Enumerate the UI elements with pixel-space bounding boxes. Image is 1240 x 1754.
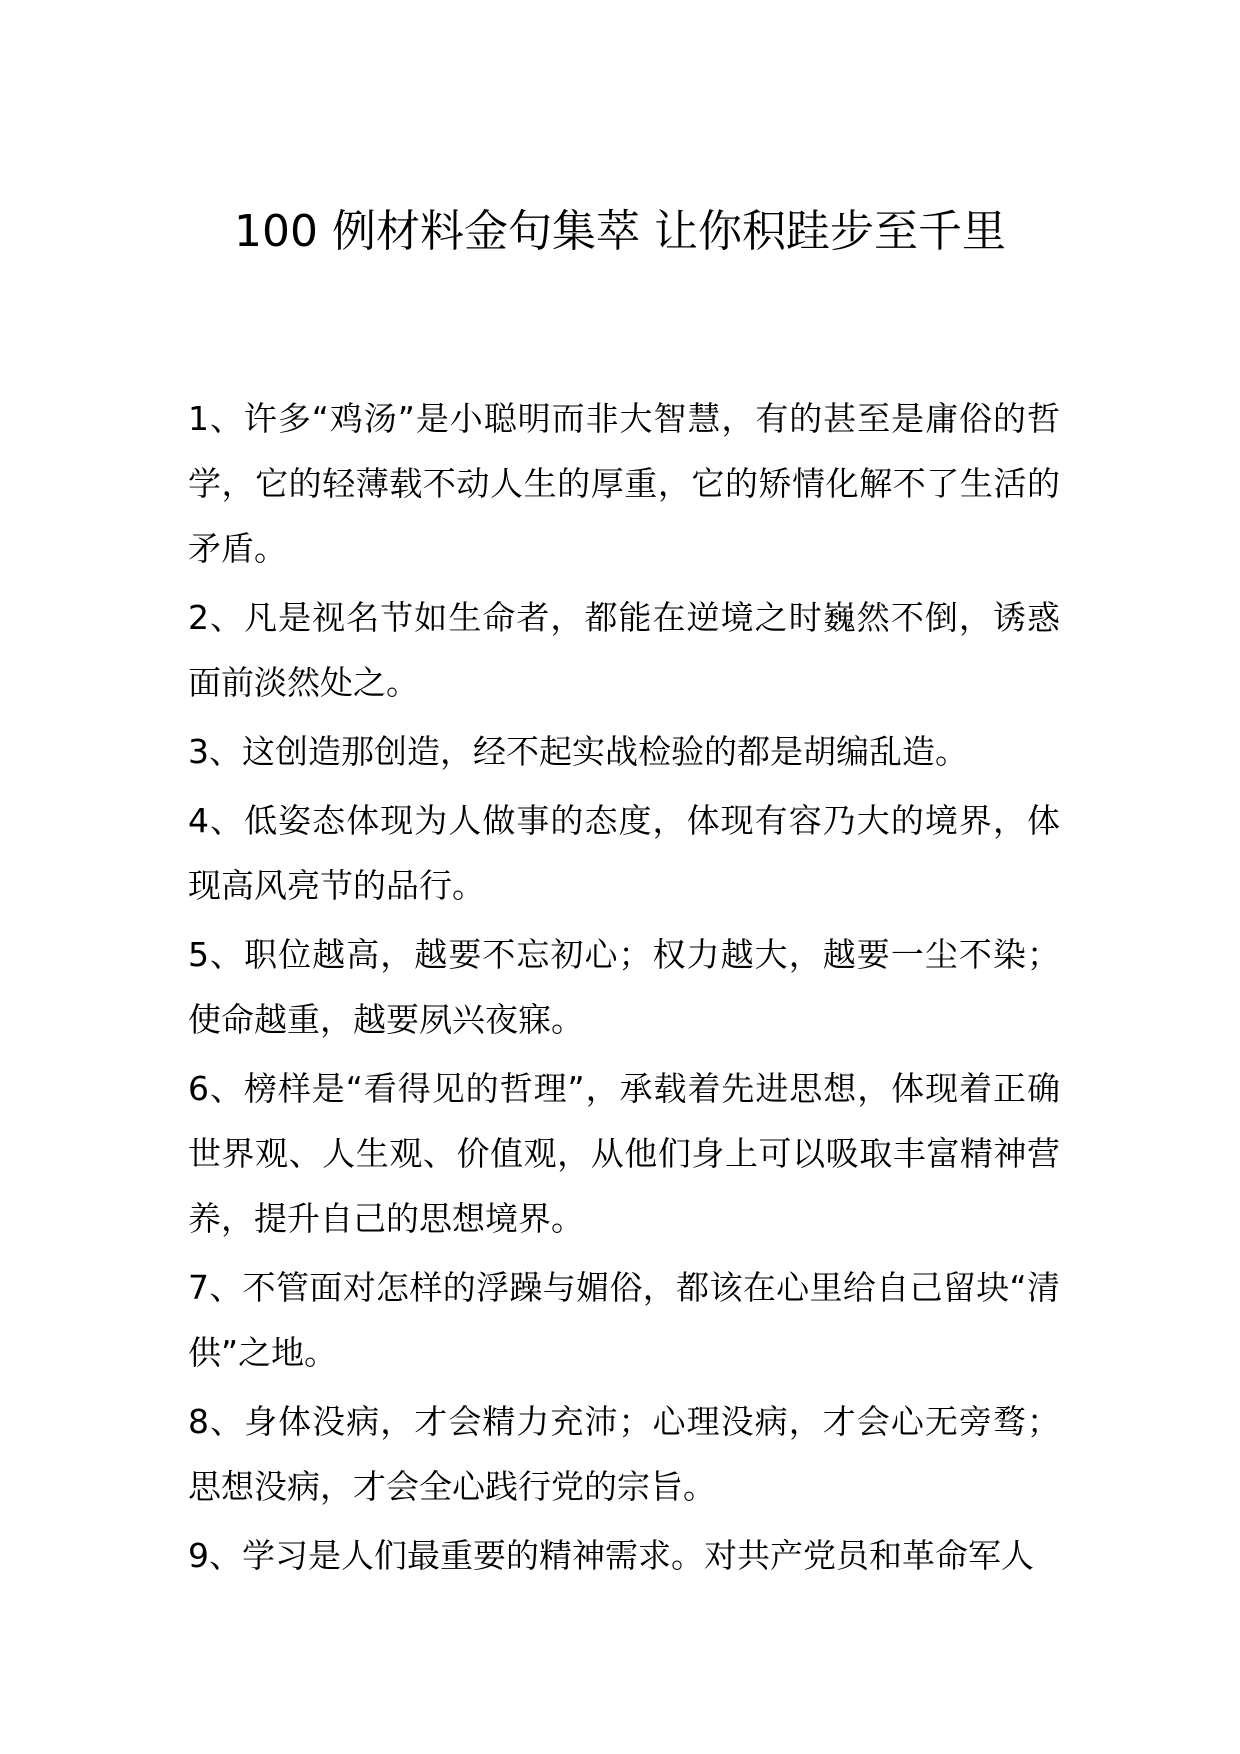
quote-item-3: 3、这创造那创造，经不起实战检验的都是胡编乱造。: [188, 732, 968, 771]
quote-item-1: 1、许多“鸡汤”是小聪明而非大智慧，有的甚至是庸俗的哲学，它的轻薄载不动人生的厚重，它的矫情化解不了生活的矛盾。: [188, 399, 1060, 568]
quote-item-5: 5、职位越高，越要不忘初心；权力越大，越要一尘不染；使命越重，越要夙兴夜寐。: [188, 935, 1060, 1039]
quote-item-4: 4、低姿态体现为人做事的态度，体现有容乃大的境界，体现高风亮节的品行。: [188, 801, 1060, 905]
quote-item-8: 8、身体没病，才会精力充沛；心理没病，才会心无旁骛；思想没病，才会全心践行党的宗旨。: [188, 1402, 1060, 1506]
document-title: 100 例材料金句集萃 让你积跬步至千里: [234, 206, 1006, 257]
quote-item-6: 6、榜样是“看得见的哲理”，承载着先进思想，体现着正确世界观、人生观、价值观，从他们身上可以吸取丰富精神营养，提升自己的思想境界。: [188, 1069, 1060, 1238]
quote-item-2: 2、凡是视名节如生命者，都能在逆境之时巍然不倒，诱惑面前淡然处之。: [188, 598, 1060, 702]
quote-list: [188, 386, 1060, 1592]
quote-item-9: 9、学习是人们最重要的精神需求。对共产党员和革命军人: [188, 1536, 1034, 1575]
quote-item-7: 7、不管面对怎样的浮躁与媚俗，都该在心里给自己留块“清供”之地。: [188, 1268, 1060, 1372]
